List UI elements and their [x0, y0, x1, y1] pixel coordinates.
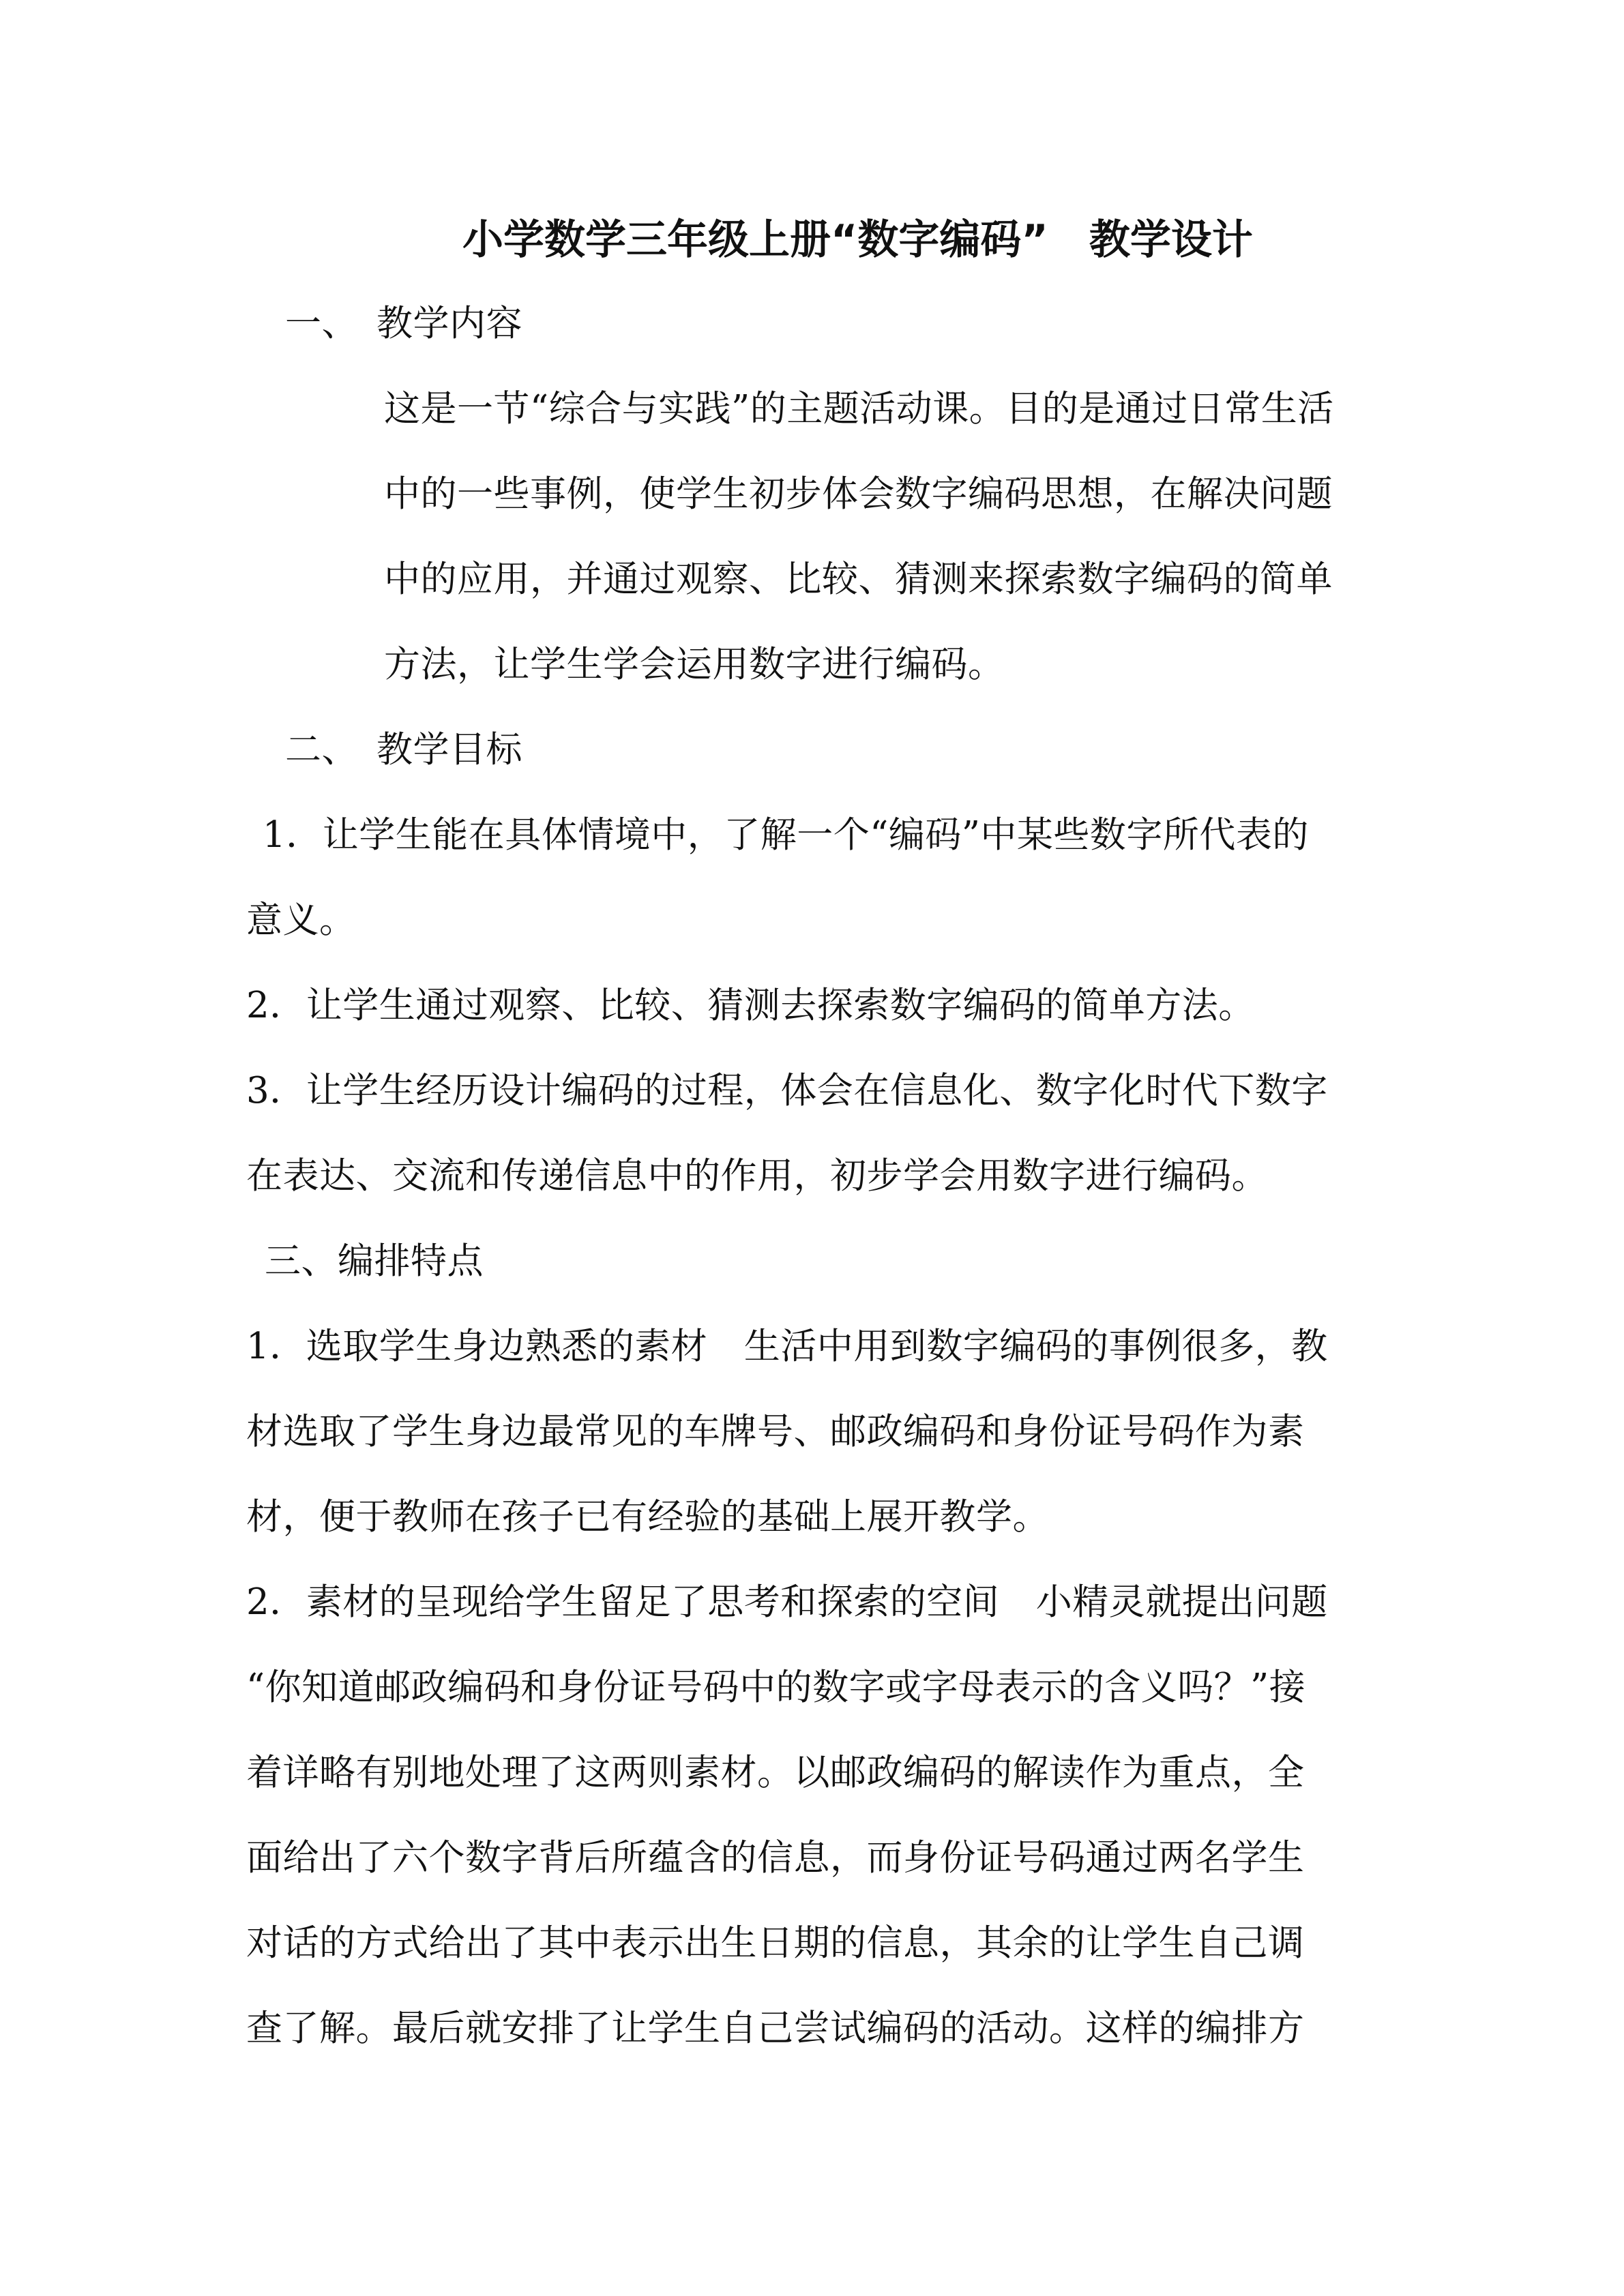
- section-heading-objectives: 二、 教学目标: [285, 729, 522, 771]
- paragraph-line: 中的应用，并通过观察、比较、猜测来探索数字编码的简单: [384, 558, 1333, 600]
- paragraph-line: 材选取了学生身边最常见的车牌号、邮政编码和身份证号码作为素: [246, 1411, 1305, 1452]
- section-heading-features: 三、编排特点: [265, 1240, 484, 1282]
- paragraph-line: 3．让学生经历设计编码的过程，体会在信息化、数字化时代下数字: [246, 1070, 1328, 1112]
- paragraph-line: 查了解。最后就安排了让学生自己尝试编码的活动。这样的编排方: [246, 2008, 1305, 2049]
- paragraph-line: 面给出了六个数字背后所蕴含的信息，而身份证号码通过两名学生: [246, 1837, 1305, 1879]
- paragraph-line: 这是一节“综合与实践”的主题活动课。目的是通过日常生活: [384, 388, 1334, 430]
- paragraph-line: 2．素材的呈现给学生留足了思考和探索的空间 小精灵就提出问题: [246, 1581, 1328, 1623]
- paragraph-line: 意义。: [246, 899, 356, 941]
- paragraph-line: “你知道邮政编码和身份证号码中的数字或字母表示的含义吗？”接: [246, 1667, 1306, 1708]
- paragraph-line: 1．选取学生身边熟悉的素材 生活中用到数字编码的事例很多，教: [246, 1326, 1328, 1367]
- paragraph-line: 1．让学生能在具体情境中，了解一个“编码”中某些数字所代表的: [263, 814, 1309, 856]
- paragraph-line: 对话的方式给出了其中表示出生日期的信息，其余的让学生自己调: [246, 1922, 1305, 1964]
- section-heading-content: 一、 教学内容: [285, 303, 522, 344]
- paragraph-line: 材，便于教师在孩子已有经验的基础上展开教学。: [246, 1496, 1049, 1538]
- paragraph-line: 在表达、交流和传递信息中的作用，初步学会用数字进行编码。: [246, 1155, 1268, 1197]
- paragraph-line: 2．让学生通过观察、比较、猜测去探索数字编码的简单方法。: [246, 985, 1255, 1026]
- paragraph-line: 方法，让学生学会运用数字进行编码。: [384, 644, 1005, 685]
- paragraph-line: 着详略有别地处理了这两则素材。以邮政编码的解读作为重点，全: [246, 1752, 1305, 1793]
- document-title: 小学数学三年级上册“数字编码” 教学设计: [462, 216, 1253, 264]
- paragraph-line: 中的一些事例，使学生初步体会数字编码思想，在解决问题: [384, 473, 1333, 515]
